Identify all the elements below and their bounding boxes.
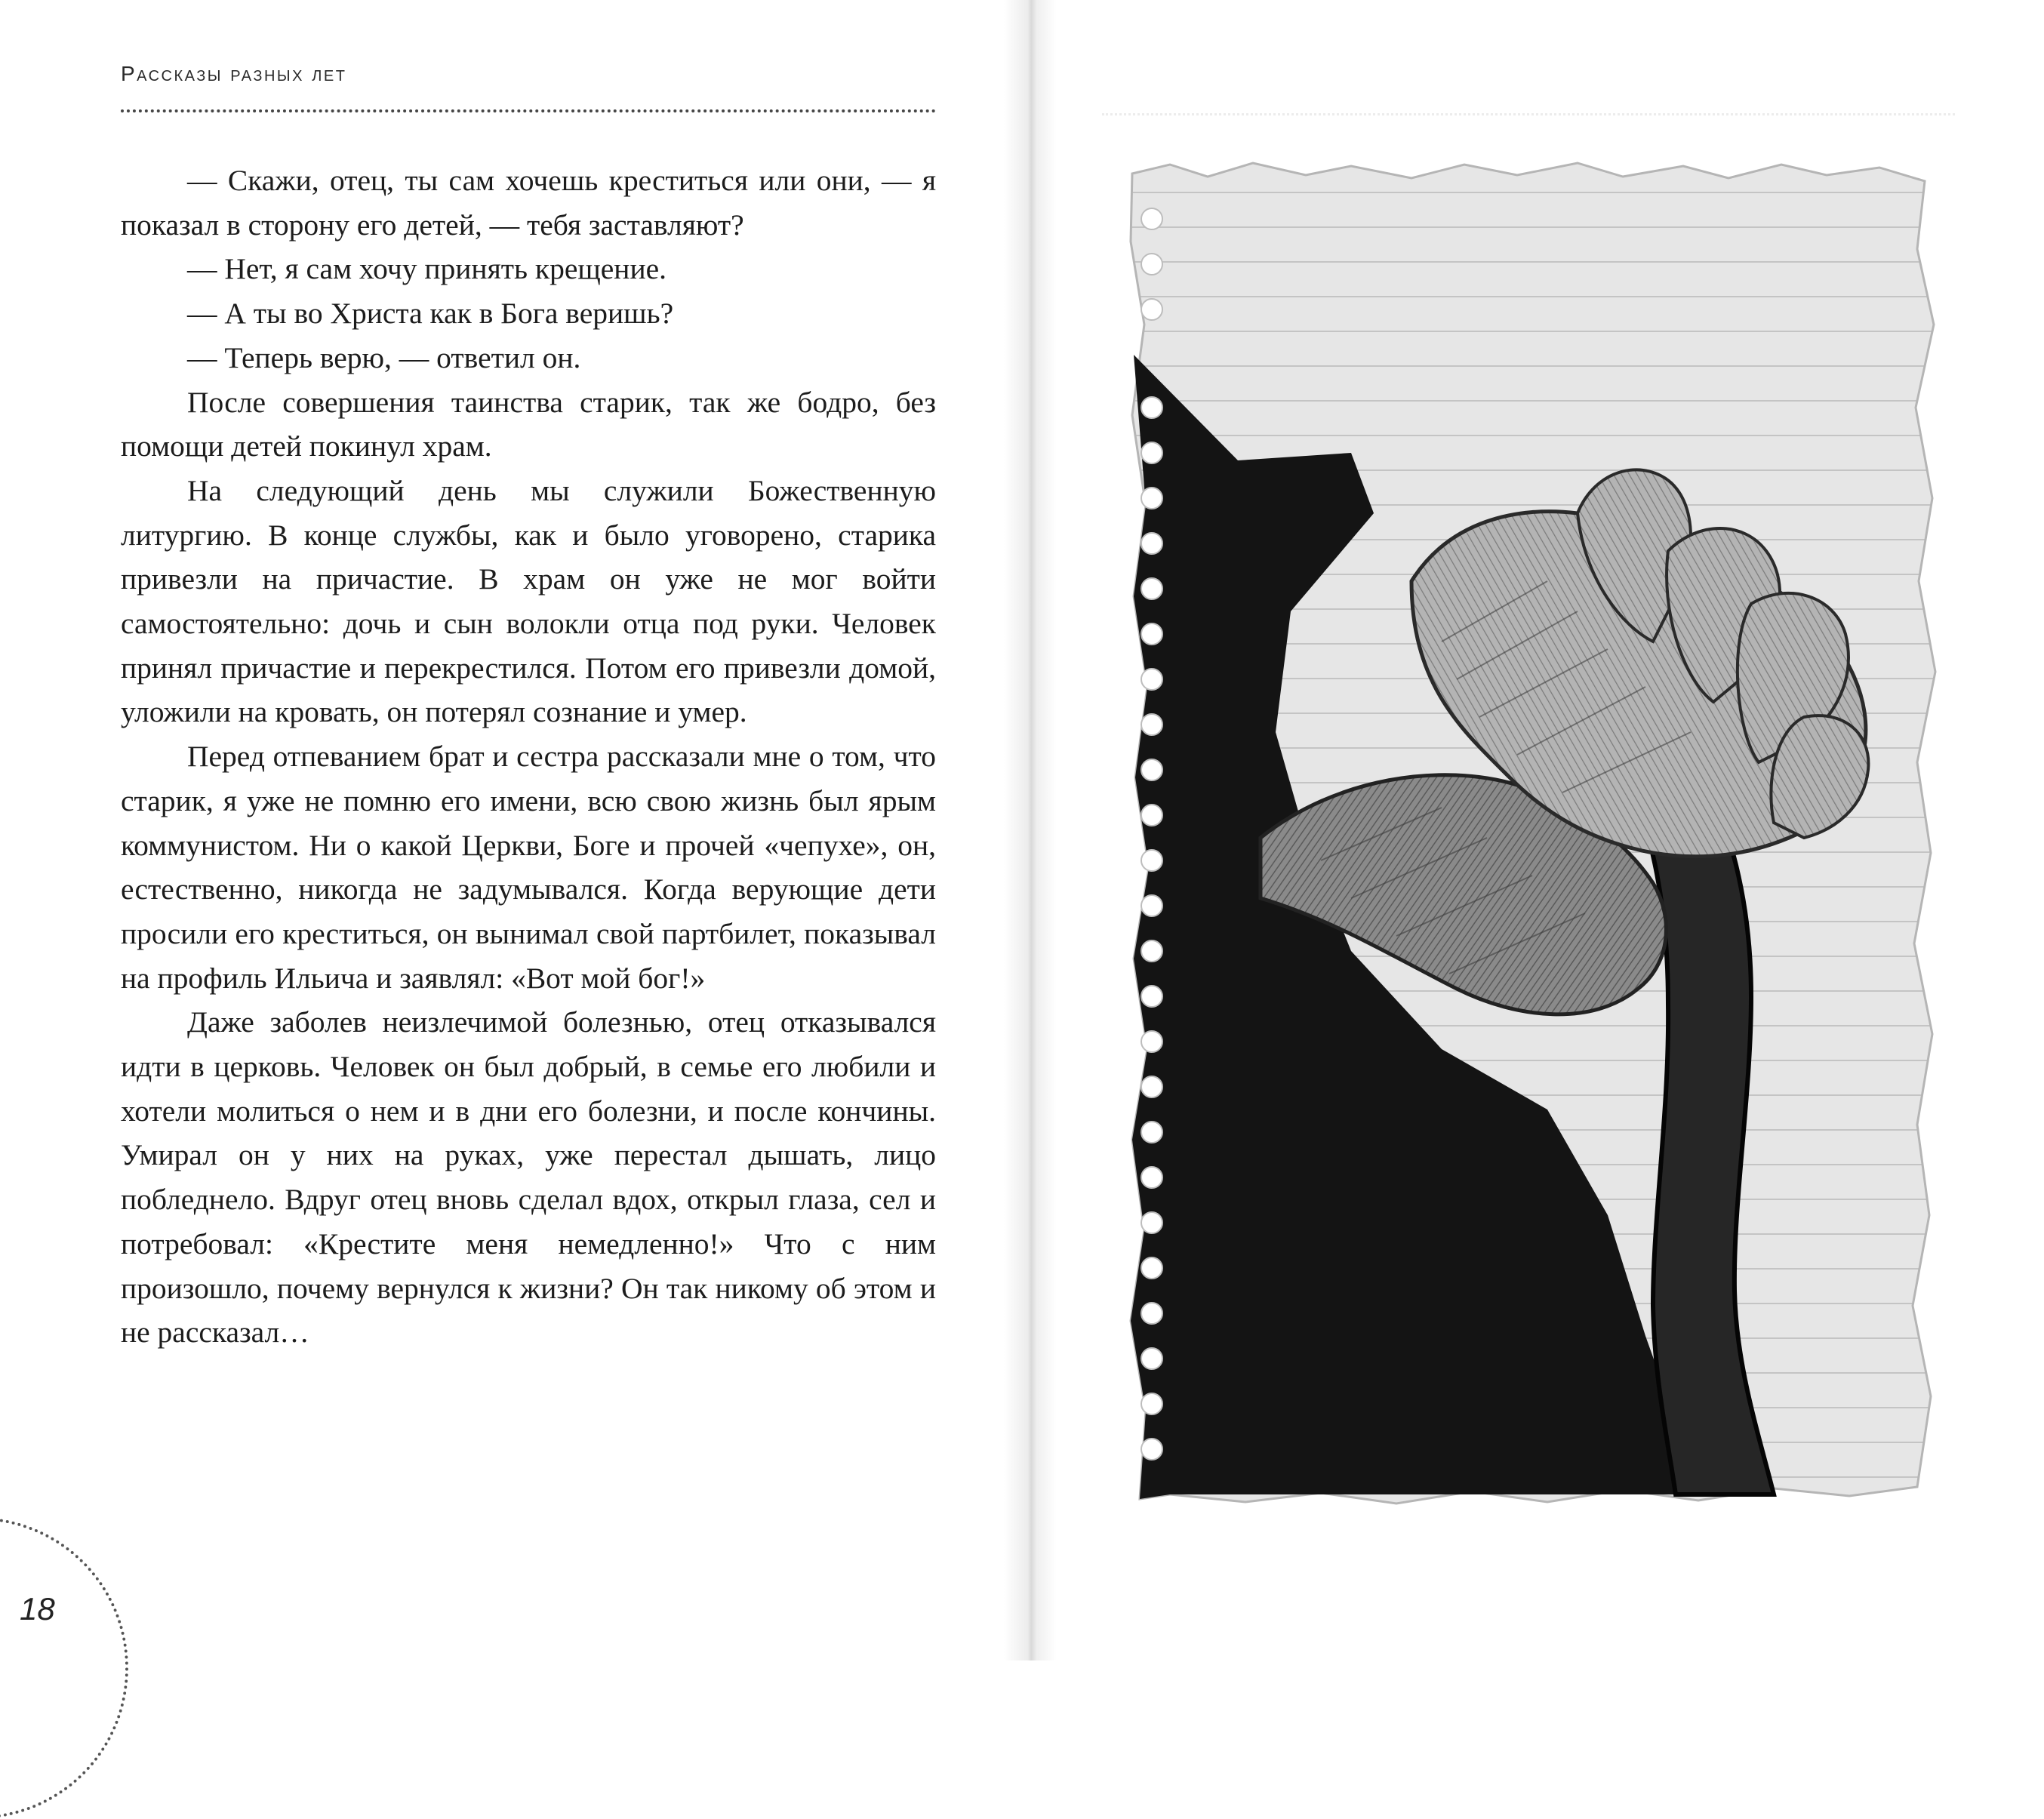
paragraph: Перед отпеванием брат и сестра рассказали мне о том, что старик, я уже не помню его имени, всю свою жизнь был ярым коммунистом. Ни о какой Церкви, Боге и прочей «чепухе», он, естественно, никогда не задумывался. Когда верующие дети просили его креститься, он вынимал свой партбилет, показывал на профиль Ильича и заявлял: «Вот мой бог!»: [121, 740, 936, 995]
paragraph: — А ты во Христа как в Бога веришь?: [187, 297, 674, 331]
paragraph: — Теперь верю, — ответил он.: [187, 340, 581, 374]
hands-on-cane-illustration: [1125, 159, 1940, 1510]
paragraph: После совершения таинства старик, так же бодро, без помощи детей покинул храм.: [121, 385, 936, 463]
torn-notebook-page-icon: [1125, 159, 1940, 1510]
paragraph: — Скажи, отец, ты сам хочешь креститься или они, — я показал в сторону его детей, — тебя заставляют?: [121, 164, 936, 242]
left-page: [0, 0, 1015, 1660]
running-head: Рассказы разных лет: [121, 62, 347, 85]
running-head-rule: [121, 109, 936, 112]
body-text: [121, 159, 936, 1355]
page-number: 18: [20, 1591, 55, 1627]
paragraph: Даже заболев неизлечимой болезнью, отец отказывался идти в церковь. Человек он был добрый, в семье его любили и хотели молиться о нем и в дни его болезни, и после кончины. Умирал он у них на руках, уже перестал дышать, лицо побледнело. Вдруг отец вновь сделал вдох, открыл глаза, сел и потребовал: «Крестите меня немедленно!» Что с ним произошло, почему вернулся к жизни? Он так никому об этом и не рассказал…: [121, 1005, 936, 1350]
paragraph: — Нет, я сам хочу принять крещение.: [187, 252, 666, 286]
right-page: [1042, 0, 2044, 1660]
page-number-arc: [0, 1517, 128, 1819]
paragraph: На следующий день мы служили Божественную литургию. В конце службы, как и было уговорено, старика привезли на причастие. В храм он уже не мог войти самостоятельно: дочь и сын волокли отца под руки. Человек принял причастие и перекрестился. Потом его привезли домой, уложили на кровать, он потерял сознание и умер.: [121, 473, 936, 729]
show-through-rule: [1102, 113, 1955, 115]
